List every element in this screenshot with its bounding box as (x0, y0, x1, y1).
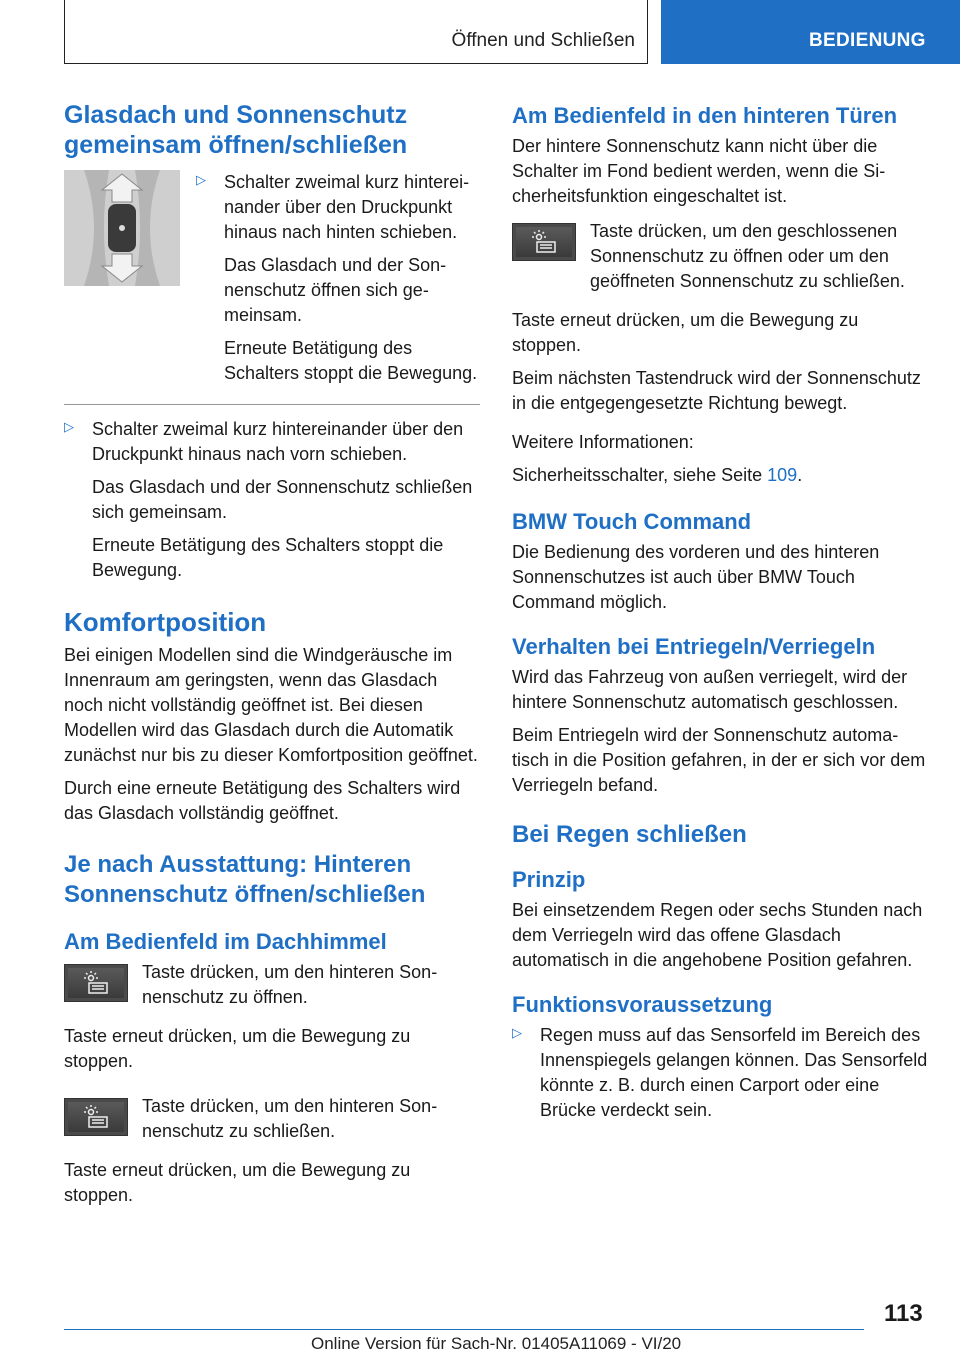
item-text: Schalter zweimal kurz hintereinander über den Druckpunkt hinaus nach vorn schieben. (92, 419, 464, 464)
cross-reference (512, 463, 928, 488)
reference-end: . (797, 465, 803, 485)
reference-text: Sicherheitsschalter, siehe Seite (512, 465, 763, 485)
roof-switch-figure (64, 170, 180, 286)
item-text: Erneute Betätigung des Schalters stoppt die Bewegung. (224, 338, 478, 383)
paragraph: Taste drücken, um den hinteren Sonnenschutz zu schließen. (142, 1096, 438, 1141)
heading-verhalten: Verhalten bei Entriegeln/Verriegeln (512, 634, 876, 659)
item-text: Erneute Betätigung des Schalters stoppt die Bewegung. (92, 535, 444, 580)
item-text: Das Glasdach und der Sonnenschutz öffnen sich gemeinsam. (224, 255, 447, 325)
sunshade-button-icon (64, 964, 128, 1002)
item-text: Regen muss auf das Sensorfeld im Bereich des Innenspiegels gelangen können. Das Sensorfeld könnte z. B. durch einen Carport oder eine Brücke verdeckt sein. (540, 1025, 928, 1120)
bullet-list-1 (196, 170, 480, 394)
heading-tueren: Am Bedienfeld in den hinteren Türen (512, 103, 898, 128)
paragraph: Beim nächsten Tastendruck wird der Sonnenschutz in die entgegengesetzte Richtung bewegt. (512, 368, 921, 413)
heading-touch: BMW Touch Command (512, 509, 752, 534)
paragraph: Durch eine erneute Betätigung des Schalters wird das Glasdach vollständig geöffnet. (64, 778, 461, 823)
divider (64, 404, 480, 405)
heading-funktion: Funktionsvoraussetzung (512, 992, 773, 1017)
page-number: 113 (884, 1300, 923, 1327)
page-link[interactable]: 109 (767, 465, 798, 485)
heading-glasdach: Glasdach und Sonnenschutz gemeinsam öffnen/schließen (64, 101, 408, 159)
heading-komfort: Komfortposition (64, 607, 267, 637)
button-row (64, 1094, 480, 1152)
figure-row (64, 170, 480, 394)
list-item (64, 417, 480, 583)
heading-prinzip: Prinzip (512, 867, 586, 892)
paragraph: Taste drücken, um den hinteren Sonnenschutz zu öffnen. (142, 962, 438, 1007)
left-column (64, 100, 480, 1216)
paragraph: Taste drücken, um den geschlossenen Sonnenschutz zu öffnen oder um den geöffneten Sonnenschutz zu schließen. (590, 221, 905, 291)
paragraph: Beim Entriegeln wird der Sonnenschutz automatisch in die Position gefahren, in der er sich vor dem Verriegeln befand. (512, 725, 926, 795)
paragraph: Bei einigen Modellen sind die Windgeräusche im Innenraum am geringsten, wenn das Glasdach noch nicht vollständig geöffnet ist. Bei diesen Modellen wird das Glasdach durch die Automatik zunächst nur bis zu dieser Komfortposition geöffnet. (64, 645, 478, 765)
paragraph: Der hintere Sonnenschutz kann nicht über die Schalter im Fond bedient werden, wenn die Sicherheitsfunktion eingeschaltet ist. (512, 136, 886, 206)
triangle-bullet-icon: ▷ (64, 419, 74, 434)
triangle-bullet-icon: ▷ (512, 1025, 522, 1040)
sunshade-button-icon (512, 223, 576, 261)
chapter-tab-label: BEDIENUNG (809, 30, 926, 51)
heading-regen: Bei Regen schließen (512, 821, 747, 848)
item-text: Schalter zweimal kurz hintereinander über den Druckpunkt hinaus nach hinten schieben. (224, 172, 470, 242)
list-item (512, 1023, 928, 1123)
chapter-tab[interactable] (661, 0, 960, 64)
paragraph: Taste erneut drücken, um die Bewegung zu stoppen. (512, 310, 859, 355)
paragraph: Weitere Informationen: (512, 432, 694, 452)
item-text: Das Glasdach und der Sonnenschutz schließen sich gemeinsam. (92, 477, 473, 522)
paragraph: Wird das Fahrzeug von außen verriegelt, wird der hintere Sonnenschutz automatisch geschlossen. (512, 667, 908, 712)
paragraph: Die Bedienung des vorderen und des hinteren Sonnenschutzes ist auch über BMW Touch Command möglich. (512, 542, 880, 612)
button-row (512, 219, 928, 302)
list-item (196, 170, 480, 386)
sunshade-button-icon (64, 1098, 128, 1136)
button-row (64, 960, 480, 1018)
paragraph: Taste erneut drücken, um die Bewegung zu stoppen. (64, 1160, 411, 1205)
paragraph: Taste erneut drücken, um die Bewegung zu stoppen. (64, 1026, 411, 1071)
right-column (512, 100, 928, 1131)
section-title: Öffnen und Schließen (451, 30, 635, 51)
heading-dachhimmel: Am Bedienfeld im Dachhimmel (64, 929, 387, 954)
heading-ausstattung: Je nach Ausstattung: Hinteren Sonnenschutz öffnen/schließen (64, 851, 426, 908)
triangle-bullet-icon: ▷ (196, 172, 206, 187)
paragraph: Bei einsetzendem Regen oder sechs Stunden nach dem Verriegeln wird das offene Glasdach automatisch in die angehobene Position gefahren. (512, 900, 923, 970)
footer-text: Online Version für Sach-Nr. 01405A11069 - VI/20 (311, 1334, 682, 1353)
footer-rule (64, 1329, 864, 1330)
